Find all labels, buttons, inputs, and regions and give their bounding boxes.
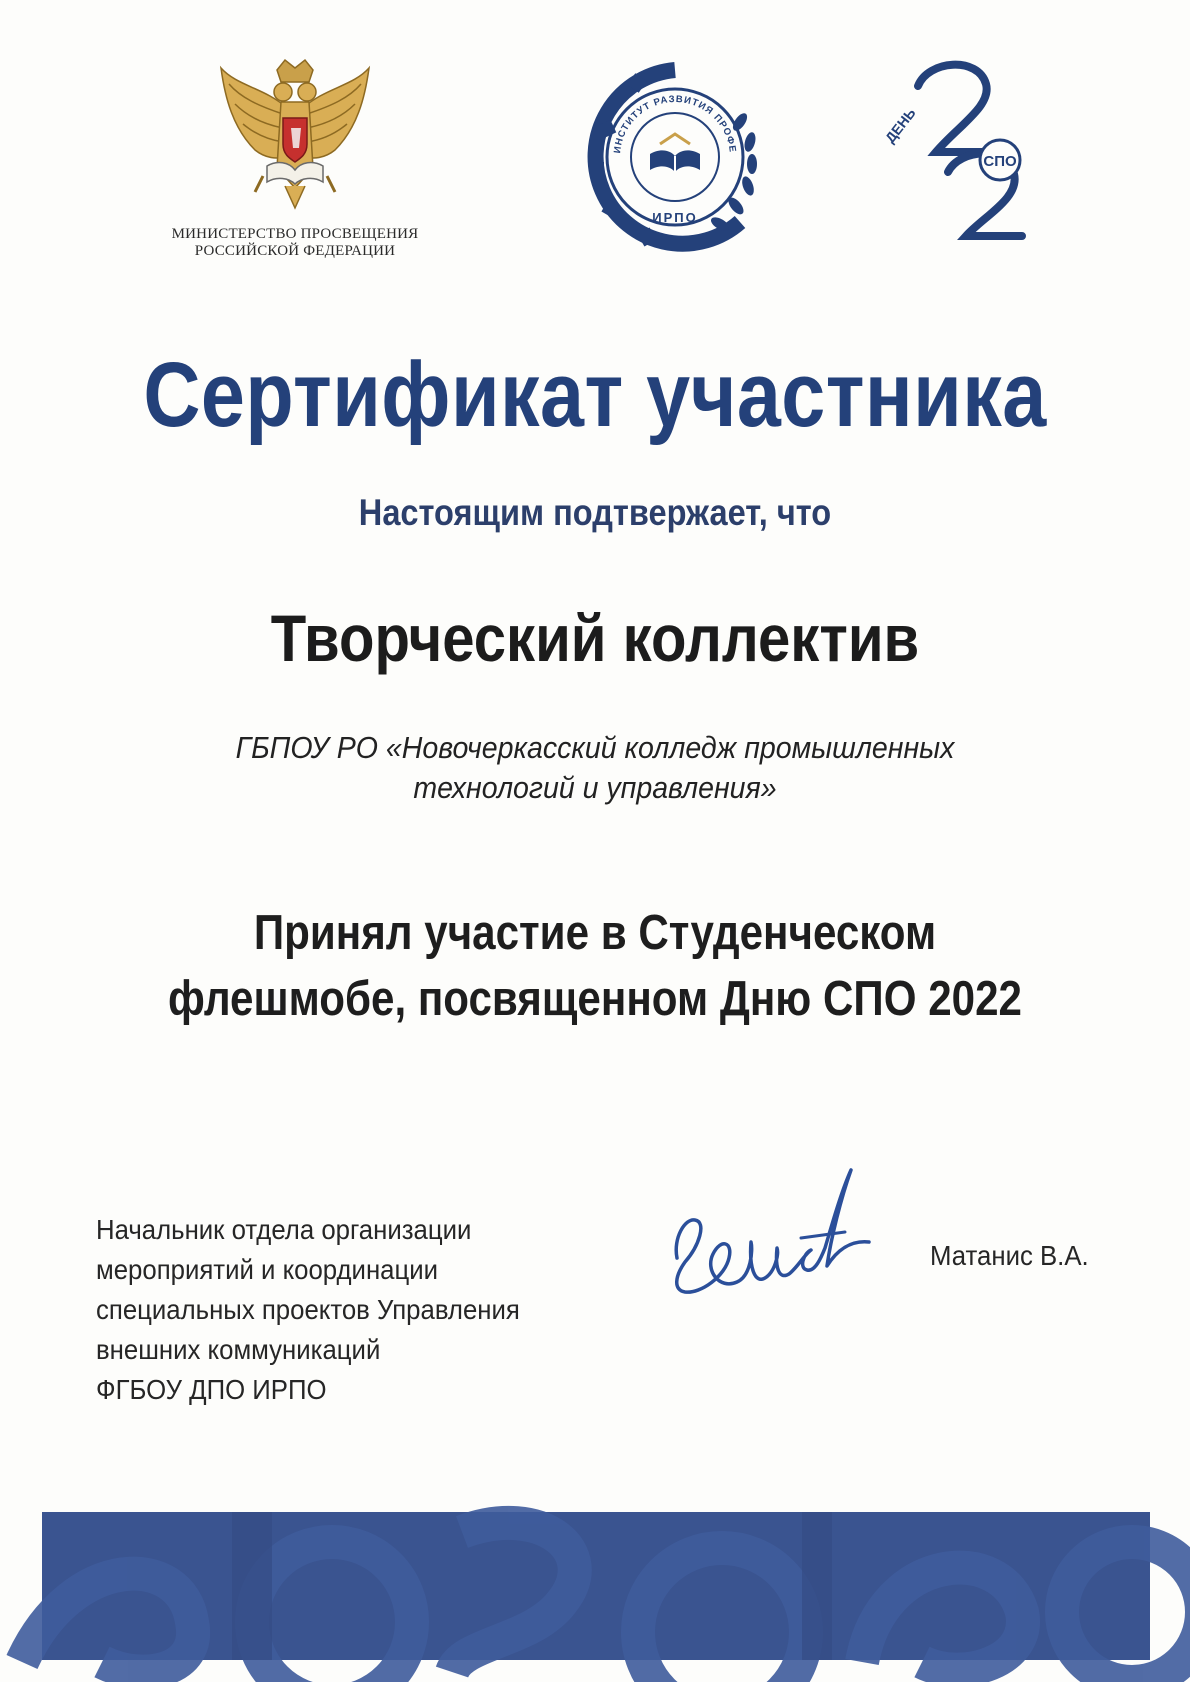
signer-position-line: ФГБОУ ДПО ИРПО (96, 1374, 327, 1405)
band-pattern-icon (42, 1512, 1150, 1660)
organization-line1: ГБПОУ РО «Новочеркасский колледж промышленных (235, 730, 955, 765)
confirm-text: Настоящим подтвержает, что (358, 492, 832, 533)
achievement-line1: Принял участие в Студенческом (253, 906, 937, 960)
signer-position-line: внешних коммуникаций (96, 1334, 381, 1365)
recipient-name: Творческий коллектив (270, 601, 920, 675)
ministry-logo (160, 58, 430, 268)
day-spo-label: СПО (983, 153, 1017, 170)
organization-name (48, 728, 1143, 808)
signer-name: Матанис В.А. (930, 1240, 1089, 1271)
handwritten-signature (655, 1158, 885, 1338)
spo-day-logo (881, 56, 1068, 256)
irpo-logo (580, 62, 770, 252)
spo-day-emblem-icon (881, 56, 1068, 256)
irpo-emblem-icon (580, 62, 770, 252)
certificate-title: Сертификат участника (143, 344, 1047, 446)
achievement-text (83, 900, 1106, 1032)
irpo-ring-text: ИНСТИТУТ РАЗВИТИЯ ПРОФЕ (612, 93, 738, 154)
organization-line2: технологий и управления» (413, 770, 777, 805)
signer-position-line: мероприятий и координации (96, 1254, 439, 1285)
ministry-name (160, 226, 430, 260)
eagle-emblem-icon (215, 58, 375, 218)
signature-icon (655, 1158, 885, 1338)
irpo-abbr: ИРПО (652, 210, 698, 225)
signer-position (96, 1210, 611, 1410)
achievement-line2: флешмобе, посвященном Дню СПО 2022 (168, 972, 1022, 1026)
signer-position-line: специальных проектов Управления (96, 1294, 520, 1325)
day-label: ДЕНЬ (881, 104, 919, 146)
decorative-band (42, 1512, 1150, 1660)
ministry-name-line1: МИНИСТЕРСТВО ПРОСВЕЩЕНИЯ (171, 226, 419, 242)
signer-position-line: Начальник отдела организации (96, 1214, 472, 1245)
ministry-name-line2: РОССИЙСКОЙ ФЕДЕРАЦИИ (194, 243, 396, 259)
